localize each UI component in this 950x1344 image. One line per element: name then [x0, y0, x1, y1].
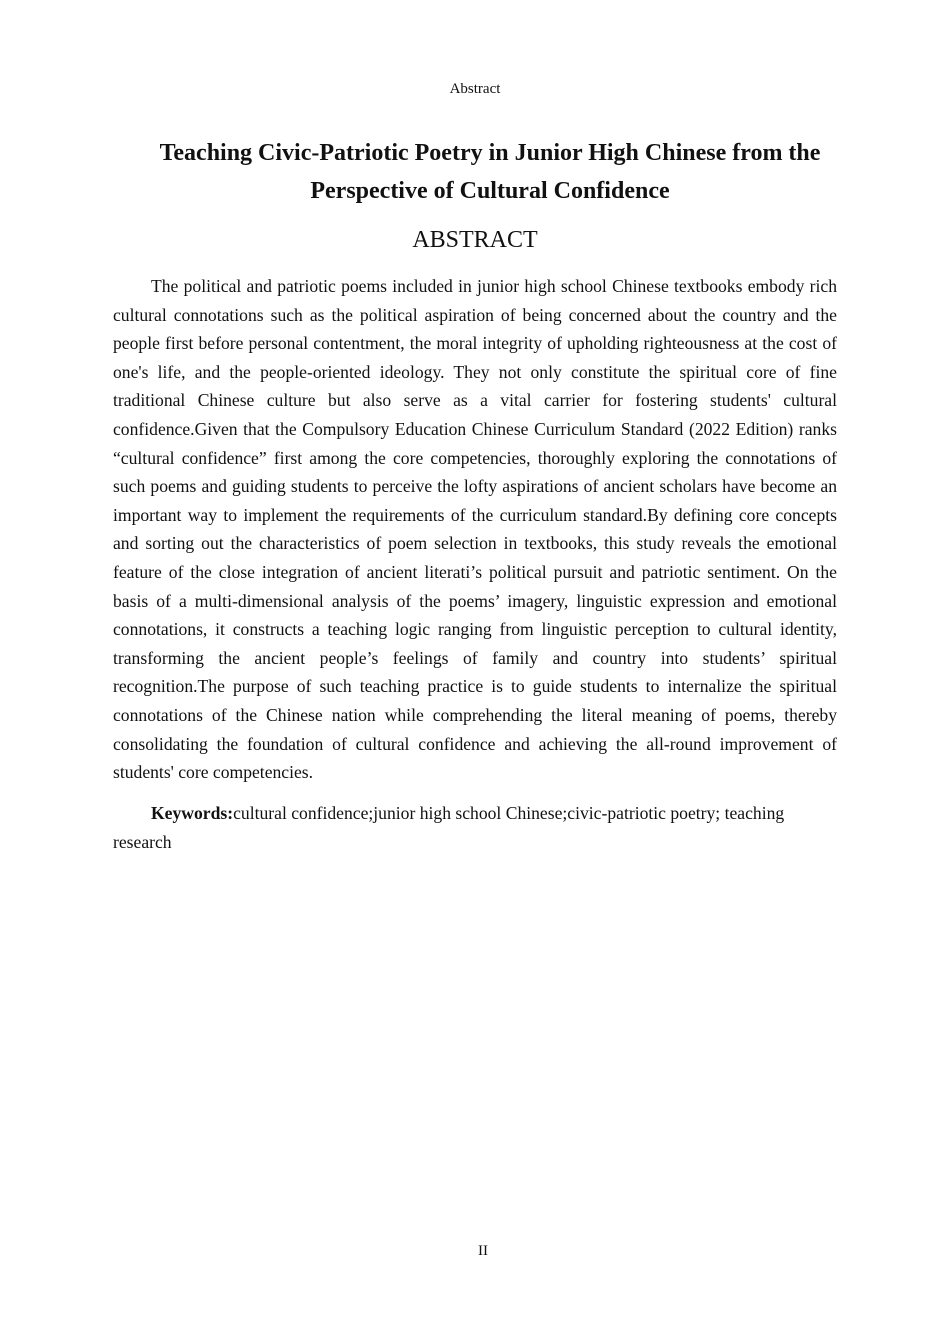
abstract-body: The political and patriotic poems included in junior high school Chinese textbooks embody rich cultural connotations such as the political aspiration of being concerned about the country and the people first before personal contentment, the moral integrity of upholding righteousness at the cost of one's life, and the people-oriented ideology. They not only constitute the spiritual core of fine traditional Chinese culture but also serve as a vital carrier for fostering students' cultural confidence.Given that the Compulsory Education Chinese Curriculum Standard (2022 Edition) ranks “cultural confidence” first among the core competencies, thoroughly exploring the connotations of such poems and guiding students to perceive the lofty aspirations of ancient scholars have become an important way to implement the requirements of the curriculum standard.By defining core concepts and sorting out the characteristics of poem selection in textbooks, this study reveals the emotional feature of the close integration of ancient literati’s political pursuit and patriotic sentiment. On the basis of a multi-dimensional analysis of the poems’ imagery, linguistic expression and emotional connotations, it constructs a teaching logic ranging from linguistic perception to cultural identity, transforming the ancient people’s feelings of family and country into students’ spiritual recognition.The purpose of such teaching practice is to guide students to internalize the spiritual connotations of the Chinese nation while comprehending the literal meaning of poems, thereby consolidating the foundation of cultural confidence and achieving the all-round improvement of students' core competencies. [113, 276, 837, 783]
page-number: II [478, 1243, 488, 1259]
abstract-heading: ABSTRACT [412, 227, 538, 253]
keywords-label: Keywords: [151, 803, 234, 823]
document-title: Teaching Civic-Patriotic Poetry in Junior High Chinese from the Perspective of Cultural Confidence [159, 140, 821, 204]
keywords-text: cultural confidence;junior high school Chinese;civic-patriotic poetry; teaching research [113, 803, 785, 852]
running-header: Abstract [449, 81, 501, 97]
keywords-paragraph [113, 799, 793, 856]
